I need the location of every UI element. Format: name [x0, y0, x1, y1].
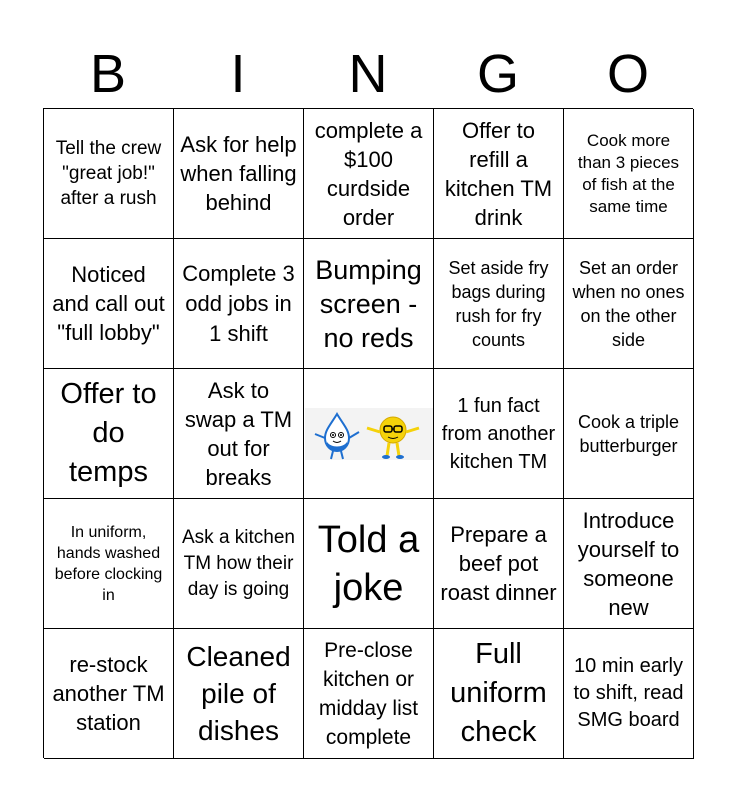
bingo-cell[interactable]: re-stock another TM station — [44, 629, 174, 759]
header-letter-n: N — [348, 44, 388, 104]
header-letter-i: I — [230, 44, 246, 104]
bingo-cell[interactable]: Ask for help when falling behind — [174, 109, 304, 239]
free-space-cell[interactable] — [304, 369, 434, 499]
bingo-cell[interactable]: 10 min early to shift, read SMG board — [564, 629, 694, 759]
bingo-cell[interactable]: Offer to do temps — [44, 369, 174, 499]
bingo-cell[interactable]: Tell the crew "great job!" after a rush — [44, 109, 174, 239]
bingo-cell[interactable]: In uniform, hands washed before clocking in — [44, 499, 174, 629]
bingo-cell[interactable]: Noticed and call out "full lobby" — [44, 239, 174, 369]
bingo-cell[interactable]: Prepare a beef pot roast dinner — [434, 499, 564, 629]
bingo-cell[interactable]: Bumping screen - no reds — [304, 239, 434, 369]
bingo-cell[interactable]: Ask a kitchen TM how their day is going — [174, 499, 304, 629]
mascots-icon — [305, 404, 433, 464]
bingo-grid — [43, 108, 693, 758]
bingo-cell[interactable]: Cook more than 3 pieces of fish at the same time — [564, 109, 694, 239]
header-letter-g: G — [476, 44, 519, 104]
bingo-header — [43, 40, 693, 108]
bingo-cell[interactable]: Full uniform check — [434, 629, 564, 759]
header-letter-o: O — [606, 44, 649, 104]
header-letter-b: B — [89, 44, 127, 104]
bingo-cell[interactable]: Told a joke — [304, 499, 434, 629]
bingo-cell[interactable]: Set aside fry bags during rush for fry counts — [434, 239, 564, 369]
bingo-cell[interactable]: 1 fun fact from another kitchen TM — [434, 369, 564, 499]
bingo-cell[interactable]: Set an order when no ones on the other side — [564, 239, 694, 369]
bingo-cell[interactable]: Complete 3 odd jobs in 1 shift — [174, 239, 304, 369]
bingo-cell[interactable]: Ask to swap a TM out for breaks — [174, 369, 304, 499]
bingo-cell[interactable]: Cleaned pile of dishes — [174, 629, 304, 759]
bingo-cell[interactable]: Offer to refill a kitchen TM drink — [434, 109, 564, 239]
bingo-cell[interactable]: Introduce yourself to someone new — [564, 499, 694, 629]
bingo-cell[interactable]: Cook a triple butterburger — [564, 369, 694, 499]
bingo-cell[interactable]: complete a $100 curdside order — [304, 109, 434, 239]
bingo-cell[interactable]: Pre-close kitchen or midday list complete — [304, 629, 434, 759]
